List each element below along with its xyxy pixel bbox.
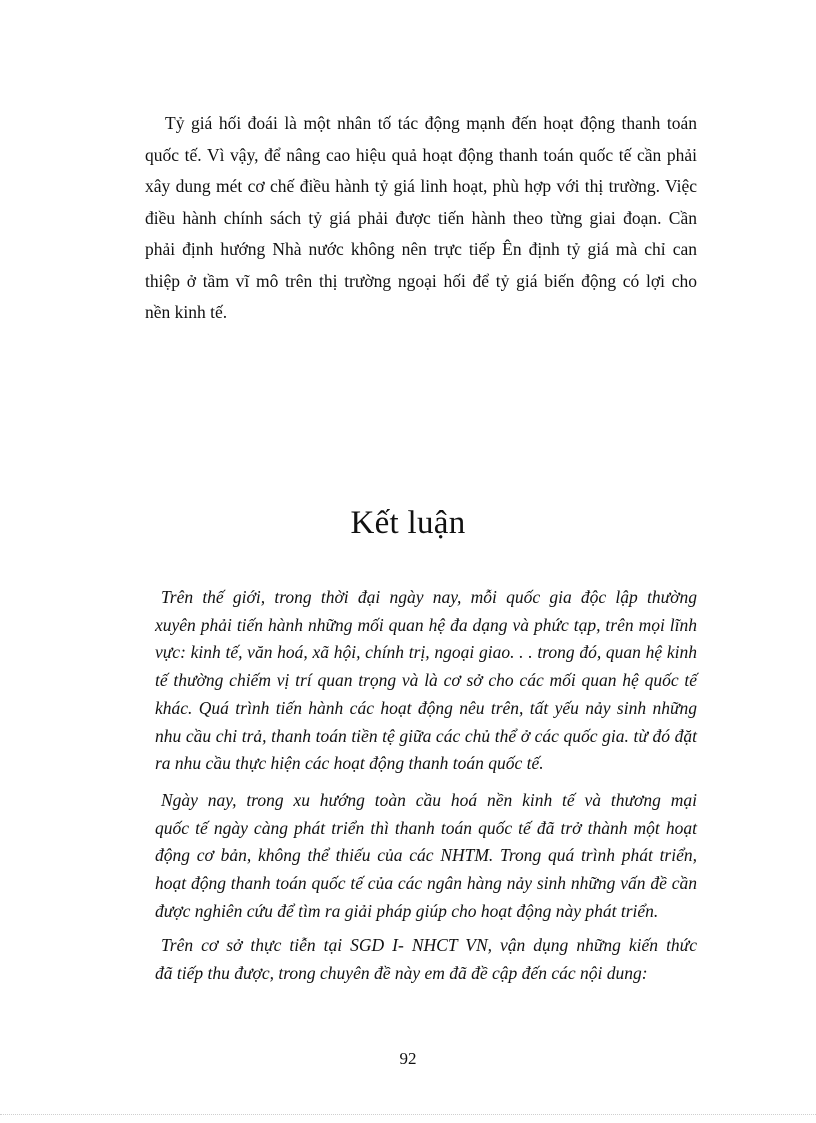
text-line: hoạt động thanh toán quốc tế của các ngân hàng nảy sinh những vấn đề cần [155, 873, 697, 894]
text-line: quốc tế. Vì vậy, để nâng cao hiệu quả hoạt động thanh toán quốc tế cần phải [145, 144, 697, 165]
text-line: động cơ bản, không thể thiếu của các NHTM. Trong quá trình phát triển, [155, 845, 697, 866]
text-line: quốc tế ngày càng phát triển thì thanh toán quốc tế đã trở thành một hoạt [155, 817, 697, 838]
text-line: nền kinh tế. [145, 302, 228, 322]
page-divider [0, 1114, 816, 1115]
text-line: vực: kinh tế, văn hoá, xã hội, chính trị, ngoại giao. . . trong đó, quan hệ kinh [155, 642, 697, 663]
text-line: Trên thế giới, trong thời đại ngày nay, mỗi quốc gia độc lập thường [161, 587, 697, 607]
text-line: Ngày nay, trong xu hướng toàn cầu hoá nền kinh tế và thương mại [161, 790, 697, 810]
text-line: tế thường chiếm vị trí quan trọng và là cơ sở cho các mối quan hệ quốc tế [155, 670, 697, 691]
exchange-rate-paragraph [145, 108, 697, 329]
text-line: xây dung mét cơ chế điều hành tỷ giá linh hoạt, phù hợp với thị trường. Việc [145, 176, 697, 196]
text-line: điều hành chính sách tỷ giá phải được tiến hành theo từng giai đoạn. Cần [145, 207, 697, 228]
text-line: xuyên phải tiến hành những mối quan hệ đa dạng và phức tạp, trên mọi lĩnh [155, 614, 697, 635]
text-line: phải định hướng Nhà nước không nên trực tiếp Ên định tỷ giá mà chỉ can [145, 239, 697, 259]
page-number: 92 [399, 1049, 417, 1068]
text-line: được nghiên cứu để tìm ra giải pháp giúp cho hoạt động này phát triển. [155, 900, 659, 921]
text-line: khác. Quá trình tiến hành các hoạt động nêu trên, tất yếu nảy sinh những [155, 697, 697, 718]
text-line: đã tiếp thu được, trong chuyên đề này em đã đề cập đến các nội dung: [155, 962, 648, 983]
text-line: Trên cơ sở thực tiễn tại SGD I- NHCT VN, vận dụng những kiến thức [161, 935, 697, 955]
conclusion-paragraph-2 [155, 787, 697, 926]
text-line: nhu cầu chi trả, thanh toán tiền tệ giữa các chủ thể ở các quốc gia. từ đó đặt [155, 725, 697, 746]
conclusion-paragraph-3 [155, 932, 697, 987]
conclusion-paragraph-1 [155, 584, 697, 778]
section-heading: Kết luận [350, 505, 466, 541]
text-line: Tỷ giá hối đoái là một nhân tố tác động mạnh đến hoạt động thanh toán [165, 113, 697, 133]
text-line: ra nhu cầu thực hiện các hoạt động thanh toán quốc tế. [155, 753, 544, 774]
text-line: thiệp ở tầm vĩ mô trên thị trường ngoại hối để tỷ giá biến động có lợi cho [145, 270, 697, 291]
